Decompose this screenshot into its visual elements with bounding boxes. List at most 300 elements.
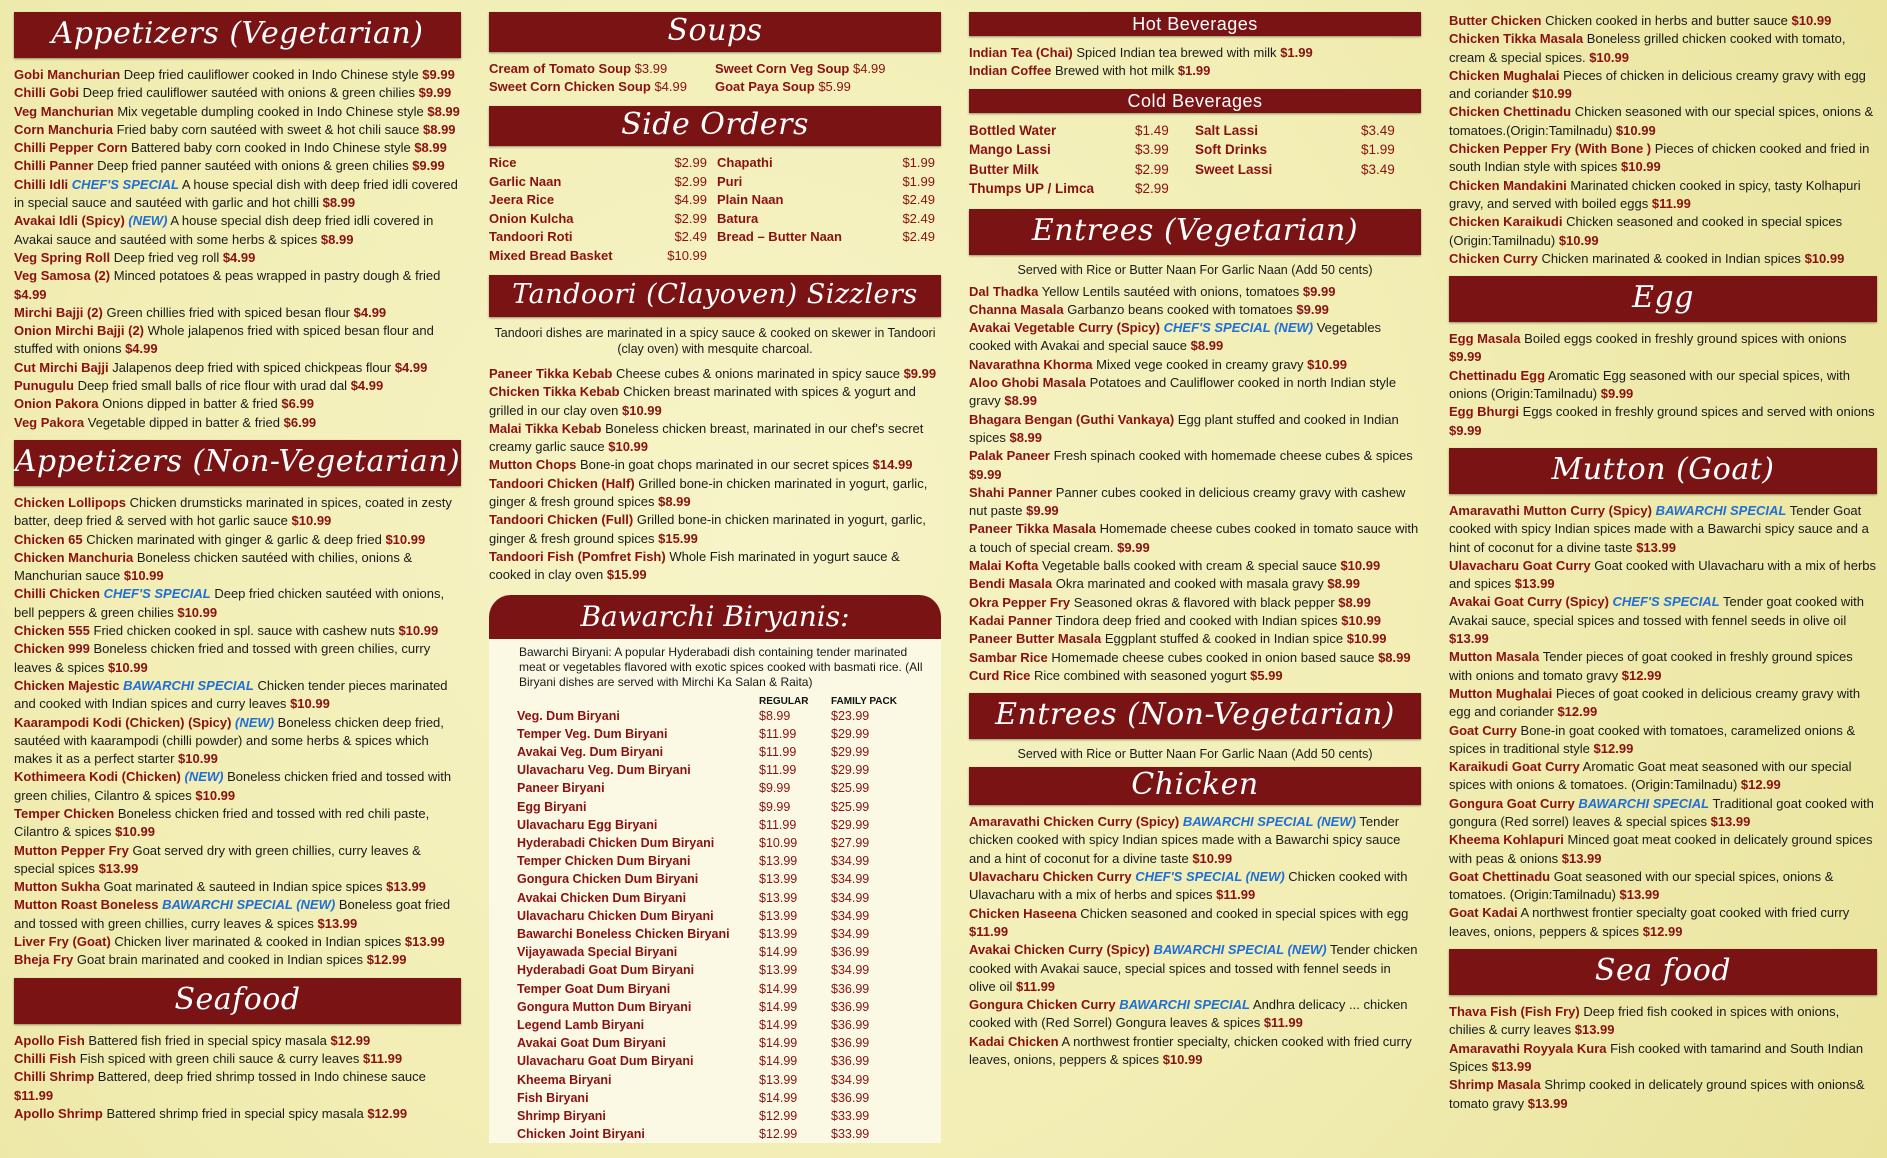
item-price: $12.99 <box>1642 923 1683 939</box>
item-price: $13.99 <box>317 915 358 931</box>
item-price: $12.99 <box>330 1032 371 1048</box>
menu-item <box>1449 30 1877 67</box>
item-description: Whole jalapenos fried with spiced besan flour and stuffed with onions <box>14 323 434 357</box>
biryani-regular-price: $9.99 <box>759 799 791 814</box>
menu-item <box>14 414 461 432</box>
item-name: Goat Curry <box>1449 722 1517 738</box>
item-name: Bhagara Bengan (Guthi Vankaya) <box>969 411 1175 427</box>
item-price: $12.99 <box>1557 704 1598 720</box>
item-price: $8.99 <box>320 231 354 247</box>
item-name: Amaravathi Royyala Kura <box>1449 1040 1607 1056</box>
section-title-chicken: Chicken <box>969 767 1421 805</box>
biryani-regular-price: $8.99 <box>759 708 791 723</box>
biryani-row <box>489 743 941 761</box>
biryani-family-price: $23.99 <box>831 708 870 723</box>
menu-item <box>1449 67 1877 104</box>
item-name: Apollo Shrimp <box>14 1105 103 1121</box>
menu-item <box>14 267 461 304</box>
item-price: $5.99 <box>1250 667 1283 683</box>
biryani-regular-price: $12.99 <box>759 1127 798 1142</box>
menu-item <box>14 549 461 586</box>
entrees-nonveg-note: Served with Rice or Butter Naan For Garlic Naan (Add 50 cents) <box>1017 747 1373 762</box>
menu-item <box>14 1032 461 1050</box>
biryani-regular-price: $11.99 <box>759 763 797 778</box>
section-title-sea-food: Sea food <box>1449 949 1877 995</box>
item-description: Chicken seasoned and cooked in special spices with egg <box>1080 905 1409 921</box>
item-price: $9.99 <box>969 466 1002 482</box>
menu-item <box>1449 722 1877 759</box>
item-name: Punugulu <box>14 378 74 394</box>
item-description: Pieces of chicken in delicious creamy gravy with egg and coriander <box>1449 67 1866 102</box>
menu-item <box>969 374 1421 411</box>
item-name: Chicken Tikka Masala <box>1449 31 1584 47</box>
item-price: $10.99 <box>621 402 662 418</box>
item-name: Kaarampodi Kodi (Chicken) (Spicy) <box>14 714 232 730</box>
item-name: Paneer Tikka Kebab <box>489 366 613 381</box>
item-price: $4.99 <box>222 249 256 265</box>
item-description: Shrimp cooked in delicately ground spices with onions& tomato gravy <box>1449 1077 1865 1111</box>
item-name: Kadai Panner <box>969 612 1053 628</box>
item-description: Chicken liver marinated & cooked in Indian spices <box>114 934 402 950</box>
side-item-name: Batura <box>717 210 759 226</box>
soup-item <box>489 78 715 96</box>
menu-item <box>1449 1003 1877 1040</box>
section-title-appetizers-veg: Appetizers (Vegetarian) <box>14 12 461 58</box>
item-name: Sweet Corn Veg Soup <box>715 61 850 76</box>
menu-item <box>489 511 941 548</box>
menu-item <box>1449 557 1877 594</box>
item-price: $9.99 <box>1449 349 1482 365</box>
menu-item <box>14 139 461 157</box>
menu-item <box>1449 868 1877 905</box>
item-description: Deep fried panner sautéed with onions & green chilies <box>97 158 409 174</box>
biryani-name: Avakai Chicken Dum Biryani <box>517 890 687 905</box>
item-description: Spiced Indian tea brewed with milk <box>1076 45 1277 60</box>
biryani-family-price: $36.99 <box>831 999 870 1014</box>
biryani-family-price: $29.99 <box>831 817 870 832</box>
item-name: Amaravathi Chicken Curry (Spicy) <box>969 814 1180 830</box>
item-price: $4.99 <box>654 79 687 94</box>
item-price: $9.99 <box>1449 422 1482 438</box>
item-description: Grilled bone-in chicken marinated in yogurt, garlic, ginger & fresh ground spices <box>489 475 928 510</box>
item-price: $10.99 <box>115 824 155 840</box>
item-description: Bone-in goat chops marinated in our secret spices <box>580 457 870 473</box>
menu-item <box>969 941 1421 996</box>
item-price: $4.99 <box>353 304 387 320</box>
menu-item <box>14 878 461 896</box>
family-column-header: FAMILY PACK <box>831 695 897 707</box>
item-description: Deep fried veg roll <box>113 249 220 265</box>
side-item-name: Puri <box>717 173 743 189</box>
biryani-name: Temper Goat Dum Biryani <box>517 981 671 996</box>
biryani-family-price: $36.99 <box>831 1090 870 1105</box>
side-item-price <box>879 247 941 266</box>
item-description: Tindora deep fried and cooked with Indian spices <box>1055 612 1338 628</box>
item-name: Shrimp Masala <box>1449 1077 1541 1093</box>
item-name: Kadai Chicken <box>969 1033 1059 1049</box>
biryani-name: Avakai Veg. Dum Biryani <box>517 744 664 759</box>
biryani-regular-price: $11.99 <box>759 817 797 832</box>
item-price: $10.99 <box>177 604 218 620</box>
item-description: Boneless chicken breast, marinated in our chef's secret creamy garlic sauce <box>489 420 924 455</box>
appetizers-veg-list <box>14 66 461 432</box>
item-price: $9.99 <box>1026 503 1059 519</box>
item-description: Chicken tender pieces marinated and cooked with Indian spices and curry leaves <box>14 677 448 712</box>
item-price: $10.99 <box>1532 86 1572 102</box>
item-price: $8.99 <box>1327 576 1360 592</box>
menu-item <box>14 176 461 213</box>
menu-item <box>1449 502 1877 557</box>
side-item-name: Onion Kulcha <box>489 210 574 226</box>
item-description: Boneless chicken fried and tossed with red chili paste, Cilantro & spices <box>14 805 430 840</box>
biryani-row <box>489 980 941 998</box>
item-name: Chicken Haseena <box>969 905 1077 921</box>
beverage-name: Bottled Water <box>969 122 1057 138</box>
biryani-family-price: $34.99 <box>831 963 870 978</box>
item-description: Fried baby corn sautéed with sweet & hot chili sauce <box>116 121 420 137</box>
biryani-name: Egg Biryani <box>517 799 587 814</box>
item-name: Channa Masala <box>969 301 1064 317</box>
menu-item <box>489 475 941 512</box>
biryani-regular-price: $14.99 <box>759 1018 798 1033</box>
item-price: $10.99 <box>1804 250 1845 266</box>
menu-item <box>14 1050 461 1068</box>
biryani-name: Ulavacharu Goat Dum Biryani <box>517 1054 694 1069</box>
item-name: Veg Manchurian <box>14 103 114 119</box>
item-price: $13.99 <box>1514 576 1555 592</box>
section-title-seafood: Seafood <box>14 978 461 1024</box>
beverage-name: Sweet Lassi <box>1195 161 1273 177</box>
biryani-row <box>489 816 941 834</box>
beverage-name: Thumps UP / Limca <box>969 181 1095 197</box>
biryani-regular-price: $12.99 <box>759 1109 798 1124</box>
item-description: Potatoes and Cauliflower cooked in north Indian style gravy <box>969 375 1397 409</box>
biryani-name: Gongura Chicken Dum Biryani <box>517 872 699 887</box>
side-item-name: Tandoori Roti <box>489 229 573 244</box>
menu-item <box>969 62 1421 80</box>
menu-item <box>14 322 461 359</box>
menu-item <box>1449 140 1877 177</box>
menu-item <box>969 905 1421 942</box>
item-price: $10.99 <box>1341 612 1381 628</box>
item-price: $1.99 <box>1177 63 1211 79</box>
item-description: Tender chicken cooked with Avakai sauce, special spices and tossed with fennel seeds in olive oil <box>969 942 1418 994</box>
item-name: Kheema Kohlapuri <box>1449 832 1564 848</box>
biryani-family-price: $29.99 <box>831 763 870 778</box>
item-description: Goat seasoned with our special spices, onions & tomatoes. (Origin:Tamilnadu) <box>1449 868 1834 903</box>
menu-item <box>1449 758 1877 795</box>
menu-item <box>1449 593 1877 648</box>
item-name: Ulavacharu Chicken Curry <box>969 869 1132 885</box>
item-price: $10.99 <box>1346 631 1387 647</box>
section-title-hot-beverages: Hot Beverages <box>969 12 1421 36</box>
item-description: Panner cubes cooked in delicious creamy gravy with cashew nut paste <box>969 484 1406 519</box>
item-description: Seasoned okras & flavored with black pepper <box>1073 594 1335 610</box>
biryani-name: Avakai Goat Dum Biryani <box>517 1036 666 1051</box>
item-price: $11.99 <box>363 1050 403 1066</box>
item-price: $12.99 <box>366 952 407 968</box>
biryani-description: Bawarchi Biryani: A popular Hyderabadi dish containing tender marinated meat or vegetables flavored with exotic spices cooked with basmati rice. (All Biryani dishes are served with Mirchi Ka Salan & Raita) <box>519 644 923 689</box>
biryani-row <box>489 725 941 743</box>
menu-item <box>489 420 941 457</box>
biryani-row <box>489 1107 941 1125</box>
item-price: $10.99 <box>1307 356 1347 372</box>
item-description: Chicken marinated with ginger & garlic & deep fried <box>86 531 382 547</box>
beverage-name <box>1195 179 1361 199</box>
special-badge: CHEF'S SPECIAL (NEW) <box>1163 320 1314 336</box>
section-title-entrees-veg: Entrees (Vegetarian) <box>969 209 1421 255</box>
menu-item <box>14 1105 461 1123</box>
item-description: Minced goat meat cooked in delicately ground spices with peas & onions <box>1449 832 1873 866</box>
item-description: Vegetable dipped in batter & fried <box>87 414 280 430</box>
item-name: Tandoori Chicken (Half) <box>489 475 635 491</box>
beverage-name: Soft Drinks <box>1195 142 1268 158</box>
item-price: $13.99 <box>1561 850 1602 866</box>
item-name: Karaikudi Goat Curry <box>1449 759 1580 775</box>
menu-item <box>14 677 461 714</box>
item-price: $12.99 <box>367 1105 408 1121</box>
biryani-row <box>489 998 941 1016</box>
item-price: $13.99 <box>1491 1058 1532 1074</box>
menu-item <box>1449 795 1877 832</box>
item-name: Chicken Pepper Fry (With Bone ) <box>1449 141 1652 157</box>
biryani-name: Temper Veg. Dum Biryani <box>517 726 668 741</box>
special-badge: CHEF'S SPECIAL <box>71 176 179 192</box>
biryani-row <box>489 852 941 870</box>
item-name: Cut Mirchi Bajji <box>14 359 109 375</box>
item-description: Deep fried fish cooked in spices with onions, chilies & curry leaves <box>1449 1004 1840 1038</box>
biryani-row <box>489 870 941 888</box>
item-description: Brewed with hot milk <box>1054 63 1175 79</box>
menu-item <box>1449 250 1877 268</box>
item-description: Vegetables cooked with Avakai and special sauce <box>969 320 1382 354</box>
menu-item <box>1449 904 1877 941</box>
item-price: $4.99 <box>394 359 428 375</box>
biryani-name: Legend Lamb Biryani <box>517 1018 645 1033</box>
item-name: Chilli Shrimp <box>14 1069 95 1085</box>
item-description: Tender chicken cooked with spicy Indian spices made with a Bawarchi spicy sauce and a hint of coconut for a divine taste <box>969 814 1401 866</box>
item-price: $10.99 <box>1162 1051 1203 1067</box>
side-item-price: $2.49 <box>902 192 935 207</box>
side-item-name: Jeera Rice <box>489 192 555 207</box>
column-1 <box>0 0 475 1158</box>
item-name: Chettinadu Egg <box>1449 367 1546 383</box>
item-description: Andhra delicacy ... chicken cooked with (Red Sorrel) Gongura leaves & spices <box>969 997 1408 1031</box>
biryani-family-price: $36.99 <box>831 1036 870 1051</box>
menu-item <box>14 951 461 969</box>
item-name: Aloo Ghobi Masala <box>969 375 1087 391</box>
appetizers-nonveg-list <box>14 494 461 970</box>
menu-item <box>489 456 941 474</box>
item-description: Yellow Lentils sautéed with onions, tomatoes <box>1041 283 1300 299</box>
section-title-tandoori: Tandoori (Clayoven) Sizzlers <box>489 275 941 317</box>
side-item-price: $2.49 <box>902 229 935 244</box>
menu-item <box>1449 831 1877 868</box>
item-name: Chilli Pepper Corn <box>14 140 128 156</box>
biryani-family-price: $34.99 <box>831 890 870 905</box>
item-description: A northwest frontier specialty, chicken cooked with fried curry leaves, onions, peppers & spices <box>969 1033 1412 1067</box>
item-price: $10.99 <box>1791 13 1832 28</box>
item-price: $9.99 <box>903 366 937 381</box>
side-item-name: Bread – Butter Naan <box>717 229 842 244</box>
soup-item <box>715 60 941 78</box>
item-description: Fish cooked with tamarind and South Indian Spices <box>1449 1040 1864 1074</box>
menu-item <box>1449 1040 1877 1077</box>
item-price: $4.99 <box>350 378 384 394</box>
menu-item <box>969 484 1421 521</box>
beverage-price <box>1361 179 1421 199</box>
biryani-family-price: $34.99 <box>831 872 870 887</box>
item-description: Goat cooked with Ulavacharu with a mix of herbs and spices <box>1449 557 1877 592</box>
mutton-list <box>1449 502 1877 941</box>
item-price: $12.99 <box>1593 740 1634 756</box>
menu-item <box>1449 213 1877 250</box>
item-name: Sambar Rice <box>969 649 1048 665</box>
item-description: Mixed vege cooked in creamy gravy <box>1096 356 1304 372</box>
section-title-side-orders: Side Orders <box>489 106 941 146</box>
biryani-name: Shrimp Biryani <box>517 1109 606 1124</box>
biryani-family-price: $36.99 <box>831 981 870 996</box>
item-description: Boneless grilled chicken cooked with tomato, cream & special spices. <box>1449 31 1846 65</box>
item-price: $12.99 <box>1740 777 1781 793</box>
menu-item <box>14 842 461 879</box>
biryani-row <box>489 1034 941 1052</box>
menu-item <box>969 301 1421 319</box>
item-price: $10.99 <box>195 787 236 803</box>
item-description: Chicken drumsticks marinated in spices, coated in zesty batter, deep fried & served with hot garlic sauce <box>14 494 452 529</box>
menu-item <box>1449 685 1877 722</box>
menu-item <box>969 813 1421 868</box>
item-price: $8.99 <box>322 195 356 211</box>
biryani-family-price: $34.99 <box>831 854 870 869</box>
menu-item <box>969 594 1421 612</box>
beverage-price: $3.99 <box>1135 142 1169 158</box>
item-description: Garbanzo beans cooked with tomatoes <box>1067 301 1293 317</box>
item-name: Chicken Mughalai <box>1449 67 1560 83</box>
item-name: Paneer Tikka Masala <box>969 521 1096 537</box>
item-name: Indian Coffee <box>969 63 1052 79</box>
item-price: $6.99 <box>283 414 317 430</box>
biryani-row <box>489 1016 941 1034</box>
special-badge: BAWARCHI SPECIAL <box>1119 997 1250 1013</box>
biryani-regular-price: $13.99 <box>759 854 798 869</box>
item-description: Deep fried cauliflower sautéed with onions & green chilies <box>82 85 416 101</box>
item-description: Goat served dry with green chillies, curry leaves & special spices <box>14 842 421 876</box>
side-item-name <box>717 247 875 266</box>
item-price: $11.99 <box>1263 1015 1303 1031</box>
item-name: Malai Kofta <box>969 558 1039 574</box>
menu-item <box>969 667 1421 685</box>
item-name: Mutton Sukha <box>14 879 100 895</box>
item-price: $10.99 <box>178 751 218 767</box>
menu-item <box>14 1068 461 1105</box>
biryani-family-price: $34.99 <box>831 908 870 923</box>
special-badge: BAWARCHI SPECIAL (NEW) <box>1182 814 1356 830</box>
item-description: Homemade cheese cubes cooked in tomato sauce with a touch of special cream. <box>969 521 1419 555</box>
biryani-regular-price: $14.99 <box>759 1036 798 1051</box>
entrees-veg-note: Served with Rice or Butter Naan For Garlic Naan (Add 50 cents) <box>1017 262 1373 277</box>
side-item-price: $1.99 <box>902 173 935 189</box>
menu-item <box>14 121 461 139</box>
menu-item <box>489 365 941 383</box>
item-description: Onions dipped in batter & fried <box>102 396 278 412</box>
section-title-mutton: Mutton (Goat) <box>1449 448 1877 494</box>
item-price: $15.99 <box>606 567 647 583</box>
special-badge: CHEF'S SPECIAL <box>1612 594 1720 610</box>
biryani-name: Temper Chicken Dum Biryani <box>517 854 691 869</box>
side-item-price: $1.99 <box>902 155 935 170</box>
biryani-family-price: $25.99 <box>831 781 870 796</box>
biryani-row <box>489 925 941 943</box>
item-description: Eggs cooked in freshly ground spices and served with onions <box>1522 404 1875 420</box>
item-price: $10.99 <box>1615 122 1656 138</box>
item-description: Tender Goat cooked with spicy Indian spices made with a Bawarchi spicy sauce and a hint of coconut for a divine taste <box>1449 502 1869 555</box>
menu-item <box>14 66 461 84</box>
item-description: Chicken seasoned with our special spices, onions & tomatoes.(Origin:Tamilnadu) <box>1449 104 1874 138</box>
menu-item <box>1449 648 1877 685</box>
item-name: Liver Fry (Goat) <box>14 934 111 950</box>
menu-item <box>14 531 461 549</box>
menu-item <box>14 494 461 531</box>
item-name: Onion Pakora <box>14 396 99 412</box>
item-name: Avakai Idli (Spicy) <box>14 213 125 229</box>
item-price: $3.99 <box>634 61 668 76</box>
item-description: Boiled eggs cooked in freshly ground spices with onions <box>1524 331 1847 347</box>
section-title-cold-beverages: Cold Beverages <box>969 89 1421 113</box>
item-name: Chicken 999 <box>14 641 90 657</box>
section-title-appetizers-nonveg: Appetizers (Non-Vegetarian) <box>14 440 461 486</box>
menu-item <box>14 84 461 102</box>
special-badge: BAWARCHI SPECIAL (NEW) <box>162 897 336 913</box>
special-badge: CHEF'S SPECIAL <box>103 586 211 602</box>
item-price: $4.99 <box>14 286 47 302</box>
hot-beverages-list <box>969 44 1421 81</box>
item-price: $13.99 <box>1636 539 1676 555</box>
soup-item <box>489 60 715 78</box>
item-name: Chicken Curry <box>1449 250 1538 266</box>
item-name: Mutton Masala <box>1449 649 1540 665</box>
item-name: Chicken Mandakini <box>1449 177 1567 193</box>
item-description: Battered, deep fried shrimp tossed in Indo chinese sauce <box>97 1069 426 1085</box>
item-name: Indian Tea (Chai) <box>969 45 1073 60</box>
column-2 <box>475 0 955 1158</box>
item-description: Green chillies fried with spiced besan flour <box>106 304 350 320</box>
item-name: Chilli Gobi <box>14 85 79 101</box>
item-name: Shahi Panner <box>969 484 1053 500</box>
menu-item <box>14 933 461 951</box>
item-description: Egg plant stuffed and cooked in Indian spices <box>969 411 1399 445</box>
tandoori-list <box>489 365 941 585</box>
item-description: Chicken cooked with Ulavacharu with a mix of herbs and spices <box>969 869 1408 903</box>
item-description: Grilled bone-in chicken marinated in yogurt, garlic, ginger & fresh ground spices <box>489 512 926 546</box>
item-price: $10.99 <box>291 513 332 529</box>
item-description: Fish spiced with green chili sauce & curry leaves <box>79 1050 360 1066</box>
item-price: $1.99 <box>1280 45 1313 60</box>
menu-item <box>969 575 1421 593</box>
item-name: Cream of Tomato Soup <box>489 61 632 76</box>
item-price: $8.99 <box>427 103 460 119</box>
item-price: $10.99 <box>398 623 439 639</box>
regular-column-header: REGULAR <box>759 695 809 707</box>
beverage-name: Salt Lassi <box>1195 122 1259 138</box>
item-name: Chicken 555 <box>14 623 90 639</box>
biryani-row <box>489 943 941 961</box>
biryani-family-price: $34.99 <box>831 927 870 941</box>
item-price: $11.99 <box>1015 978 1056 994</box>
item-description: Deep fried chicken sautéed with onions, bell peppers & green chilies <box>14 586 445 620</box>
menu-item <box>969 996 1421 1033</box>
item-name: Bendi Masala <box>969 576 1053 592</box>
